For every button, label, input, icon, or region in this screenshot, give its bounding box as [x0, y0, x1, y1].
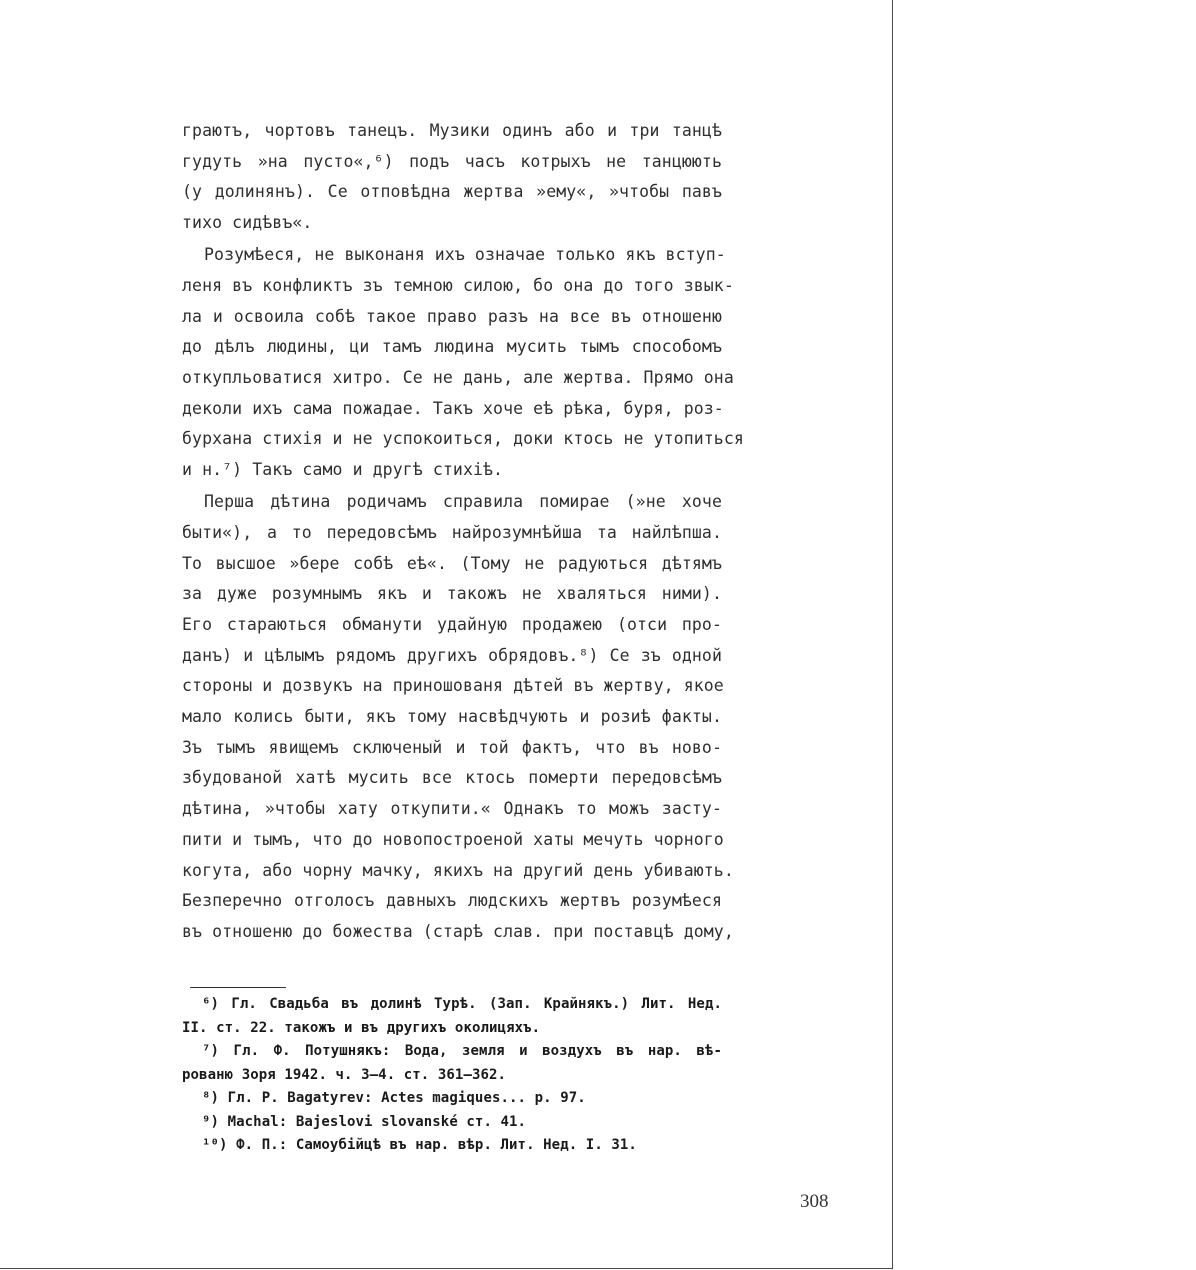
- text-line: Розумѣеся, не выконаня ихъ означае только якъ вступ-: [204, 245, 726, 265]
- text-line: деколи ихъ сама пожадае. Такъ хоче еѣ рѣка, буря, роз-: [182, 398, 724, 418]
- footnotes: [182, 993, 722, 1158]
- text-line: дѣтина, »чтобы хату откупити.« Однакъ то можъ засту-: [182, 799, 722, 819]
- footnote-6: ⁶) Гл. Свадьба въ долинѣ Турѣ. (Зап. Крайнякъ.) Лит. Нед.: [202, 996, 722, 1012]
- text-line: быти«), а то передовсѣмъ найрозумнѣйша та найлѣпша.: [182, 522, 722, 542]
- text-line: за дуже розумнымъ якъ и такожъ не хваляться ними).: [182, 584, 722, 604]
- text-line: То высшое »бере собѣ еѣ«. (Тому не радуються дѣтямъ: [182, 553, 722, 573]
- text-line: данъ) и цѣлымъ рядомъ другихъ обрядовъ.⁸) Се зъ одной: [182, 645, 722, 665]
- text-line: до дѣлъ людины, ци тамъ людина мусить тымъ способомъ: [182, 337, 722, 357]
- text-line: збудованой хатѣ мусить все ктось померти передовсѣмъ: [182, 768, 722, 788]
- footnote-10: ¹⁰) Ф. П.: Самоубійцѣ въ нар. вѣр. Лит. Нед. I. 31.: [202, 1137, 637, 1153]
- footnote-6-cont: II. ст. 22. такожъ и въ другихъ околицяхъ.: [182, 1019, 541, 1036]
- text-line: бурхана стихія и не успокоиться, доки ктось не утопиться: [182, 429, 744, 449]
- text-line: мало колись быти, якъ тому насвѣдчують и розиѣ факты.: [182, 707, 722, 727]
- text-line: въ отношеню до божества (старѣ слав. при поставцѣ дому,: [182, 921, 734, 941]
- body-text: [182, 116, 744, 948]
- text-line: граютъ, чортовъ танецъ. Музики одинъ або и три танцѣ: [182, 121, 722, 140]
- text-line: Зъ тымъ явищемъ сключеный и той фактъ, что въ ново-: [182, 737, 722, 757]
- footnote-separator: [190, 987, 286, 988]
- text-line: Безперечно отголосъ давныхъ людскихъ жертвъ розумѣеся: [182, 891, 722, 911]
- footnote-7-cont: рованю Зоря 1942. ч. 3—4. ст. 361—362.: [182, 1066, 507, 1083]
- text-line: Его стараються обманути удайную продажею (отси про-: [182, 615, 722, 634]
- text-line: (у долинянъ). Се отповѣдна жертва »ему«, »чтобы павъ: [182, 182, 722, 202]
- footnote-8: ⁸) Гл. P. Bagatyrev: Actes magiques... p. 97.: [202, 1090, 586, 1106]
- text-line: Перша дѣтина родичамъ справила помирае (»не хоче: [204, 492, 722, 512]
- text-line: ла и освоила собѣ такое право разъ на все въ отношеню: [182, 306, 722, 326]
- footnote-9: ⁹) Machal: Bajeslovi slovanské ст. 41.: [202, 1113, 527, 1130]
- text-line: стороны и дозвукъ на приношованя дѣтей въ жертву, якое: [182, 676, 724, 696]
- text-line: откупльоватися хитро. Се не дань, але жертва. Прямо она: [182, 368, 734, 387]
- text-line: гудуть »на пусто«,⁶) подъ часъ котрыхъ не танцюють: [182, 151, 722, 171]
- text-line: когута, або чорну мачку, якихъ на другий день убивають.: [182, 860, 734, 880]
- footnote-7: ⁷) Гл. Ф. Потушнякъ: Вода, земля и воздухъ въ нар. вѣ-: [202, 1043, 722, 1059]
- text-line: леня въ конфликтъ зъ темною силою, бо она до того звык-: [182, 275, 734, 295]
- text-line: тихо сидѣвъ«.: [182, 213, 313, 233]
- text-line: пити и тымъ, что до новопостроеной хаты мечуть чорного: [182, 829, 724, 849]
- page-number: 308: [800, 1191, 829, 1212]
- text-line: и н.⁷) Такъ само и другѣ стихіѣ.: [182, 460, 504, 480]
